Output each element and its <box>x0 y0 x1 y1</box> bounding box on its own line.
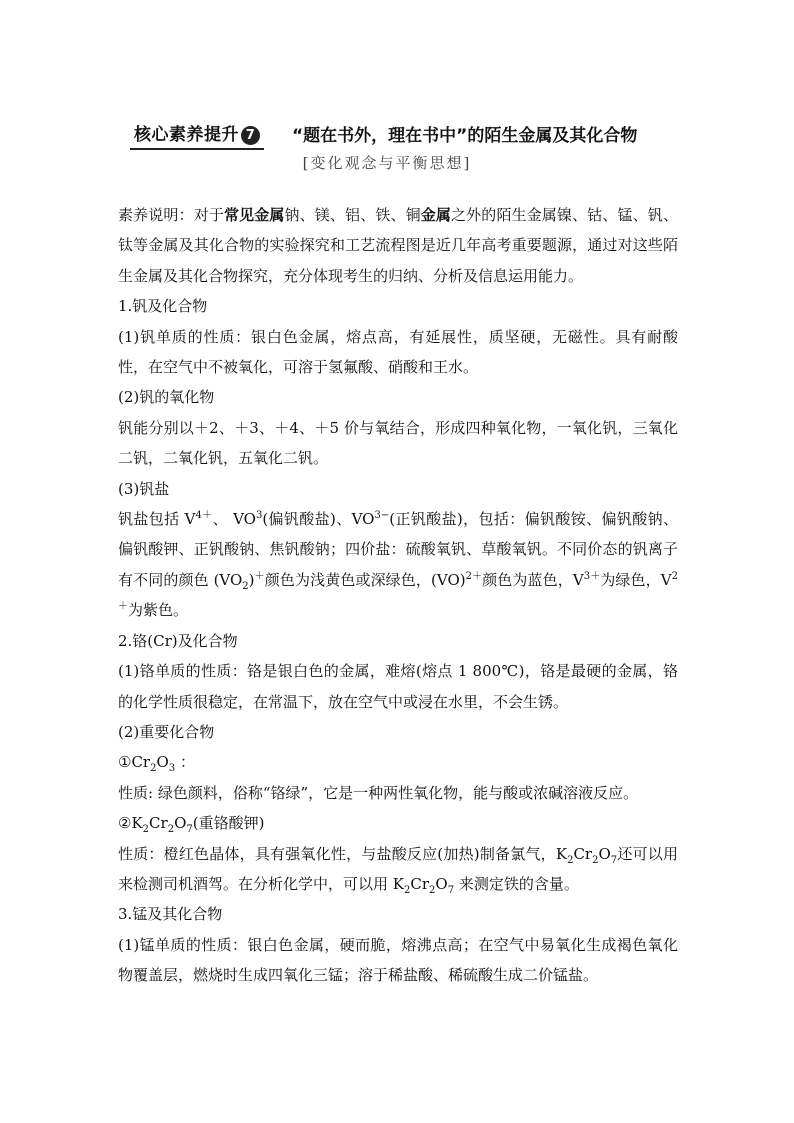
subheading: (2)钒的氧化物 <box>118 388 215 407</box>
text: ： <box>175 753 195 772</box>
text: Cr <box>410 874 430 893</box>
text: O <box>435 874 448 893</box>
paragraph <box>118 504 678 626</box>
text: Cr <box>149 814 168 833</box>
text: Cr <box>573 844 593 863</box>
compound-item <box>118 808 678 838</box>
subscript: 7 <box>610 854 618 866</box>
compound-item <box>118 747 678 777</box>
badge-number: 7 <box>241 126 260 145</box>
subscript: 7 <box>186 824 193 836</box>
superscript: 3 <box>255 510 263 522</box>
text: 、 VO <box>212 510 256 529</box>
page-subtitle: [变化观念与平衡思想] <box>302 154 472 172</box>
text: (正钒酸盐)，包括：偏钒酸铵、偏钒酸钠、偏钒酸钾、正钒酸钠、焦钒酸钠；四价盐：硫酸氧钒、草酸氧钒。不同价态的钒离子有不同的颜色 (VO <box>118 510 678 589</box>
paragraph <box>118 322 678 383</box>
text: 来测定铁的含量。 <box>454 874 579 893</box>
subscript: 2 <box>150 763 157 775</box>
page-title: “题在书外，理在书中”的陌生金属及其化合物 <box>292 126 638 146</box>
subscript: 2 <box>167 824 175 836</box>
section-badge <box>130 120 264 150</box>
superscript: 2＋ <box>118 570 678 613</box>
section-heading-vanadium: 1.钒及化合物 <box>118 297 208 316</box>
paragraph: 钒能分别以＋2、＋3、＋4、＋5 价与氧结合，形成四种氧化物，一氧化钒，三氧化二钒，二氧化钒，五氧化二钒。 <box>118 418 678 468</box>
text: 为绿色，V <box>600 570 672 589</box>
intro-text: 钠、镁、铝、铁、铜 <box>284 206 421 224</box>
subscript: 3 <box>168 763 176 775</box>
badge-label: 核心素养提升 <box>134 125 239 145</box>
text: ①Cr <box>118 753 151 772</box>
subscript: 2 <box>429 884 436 896</box>
text: O <box>598 844 611 863</box>
subscript: 2 <box>142 824 150 836</box>
text: 钒盐包括 V <box>118 510 196 529</box>
subheading: (1)铬单质的性质： <box>118 662 248 681</box>
text: 还可以用来检测司机酒驾。在分析化学中，可以用 K <box>118 844 678 893</box>
superscript: ＋ <box>254 570 265 582</box>
subscript: 7 <box>447 884 455 896</box>
subheading: (1)钒单质的性质： <box>118 327 252 346</box>
paragraph <box>118 839 678 900</box>
text: 为紫色。 <box>128 601 189 620</box>
subheading: (3)钒盐 <box>118 479 170 498</box>
superscript: 3− <box>374 510 390 522</box>
subscript: 2 <box>403 884 411 896</box>
document-body <box>118 200 678 991</box>
text: 颜色为浅黄色或深绿色，(VO) <box>264 570 466 589</box>
text: 颜色为蓝色，V <box>482 570 584 589</box>
intro-label: 素养说明： <box>118 206 194 224</box>
superscript: 3＋ <box>583 570 601 582</box>
section-header <box>130 120 690 150</box>
text: ) <box>248 570 255 589</box>
text: (偏钒酸盐)、VO <box>262 510 375 529</box>
paragraph <box>118 930 678 991</box>
text: (重铬酸钾) <box>192 814 265 833</box>
paragraph <box>118 656 678 717</box>
subscript: 2 <box>242 580 249 592</box>
paragraph: 性质: 绿色颜料，俗称“铬绿”，它是一种两性氧化物，能与酸或浓碱溶液反应。 <box>118 783 639 802</box>
intro-bold: 金属 <box>420 206 452 224</box>
intro-paragraph <box>118 200 678 291</box>
intro-text: 对于 <box>193 206 224 224</box>
section-heading-manganese: 3.锰及其化合物 <box>118 905 223 924</box>
superscript: 2＋ <box>465 570 483 582</box>
text: O <box>156 753 169 772</box>
intro-text: 之外的陌生金属镍、钴、锰、钒、钛等金属及其化合物的实验探究和工艺流程图是近几年高考重要题源，通过对这些陌生金属及其化合物探究，充分体现考生的归纳、分析及信息运用能力。 <box>118 206 678 285</box>
text: 性质：橙红色晶体，具有强氧化性，与盐酸反应(加热)制备氯气，K <box>118 844 568 863</box>
text: ②K <box>118 814 143 833</box>
section-heading-chromium: 2.铬(Cr)及化合物 <box>118 631 238 650</box>
subscript: 2 <box>592 854 599 866</box>
subheading: (2)重要化合物 <box>118 722 215 741</box>
text: O <box>174 814 187 833</box>
paragraph-text: 铬是银白色的金属，难熔(熔点 1 800℃)，铬是最硬的金属，铬的化学性质很稳定，在常温下，放在空气中或浸在水里，不会生锈。 <box>118 662 679 711</box>
intro-bold: 常见金属 <box>223 206 285 224</box>
paragraph-text: 银白色金属，硬而脆，熔沸点高；在空气中易氧化生成褐色氧化物覆盖层，燃烧时生成四氧化三锰；溶于稀盐酸、稀硫酸生成二价锰盐。 <box>118 935 678 985</box>
superscript: 4＋ <box>195 510 213 522</box>
paragraph-text: 银白色金属，熔点高，有延展性，质坚硬，无磁性。具有耐酸性，在空气中不被氧化，可溶于氢氟酸、硝酸和王水。 <box>118 327 678 377</box>
subscript: 2 <box>567 854 574 866</box>
subheading: (1)锰单质的性质： <box>118 935 248 954</box>
